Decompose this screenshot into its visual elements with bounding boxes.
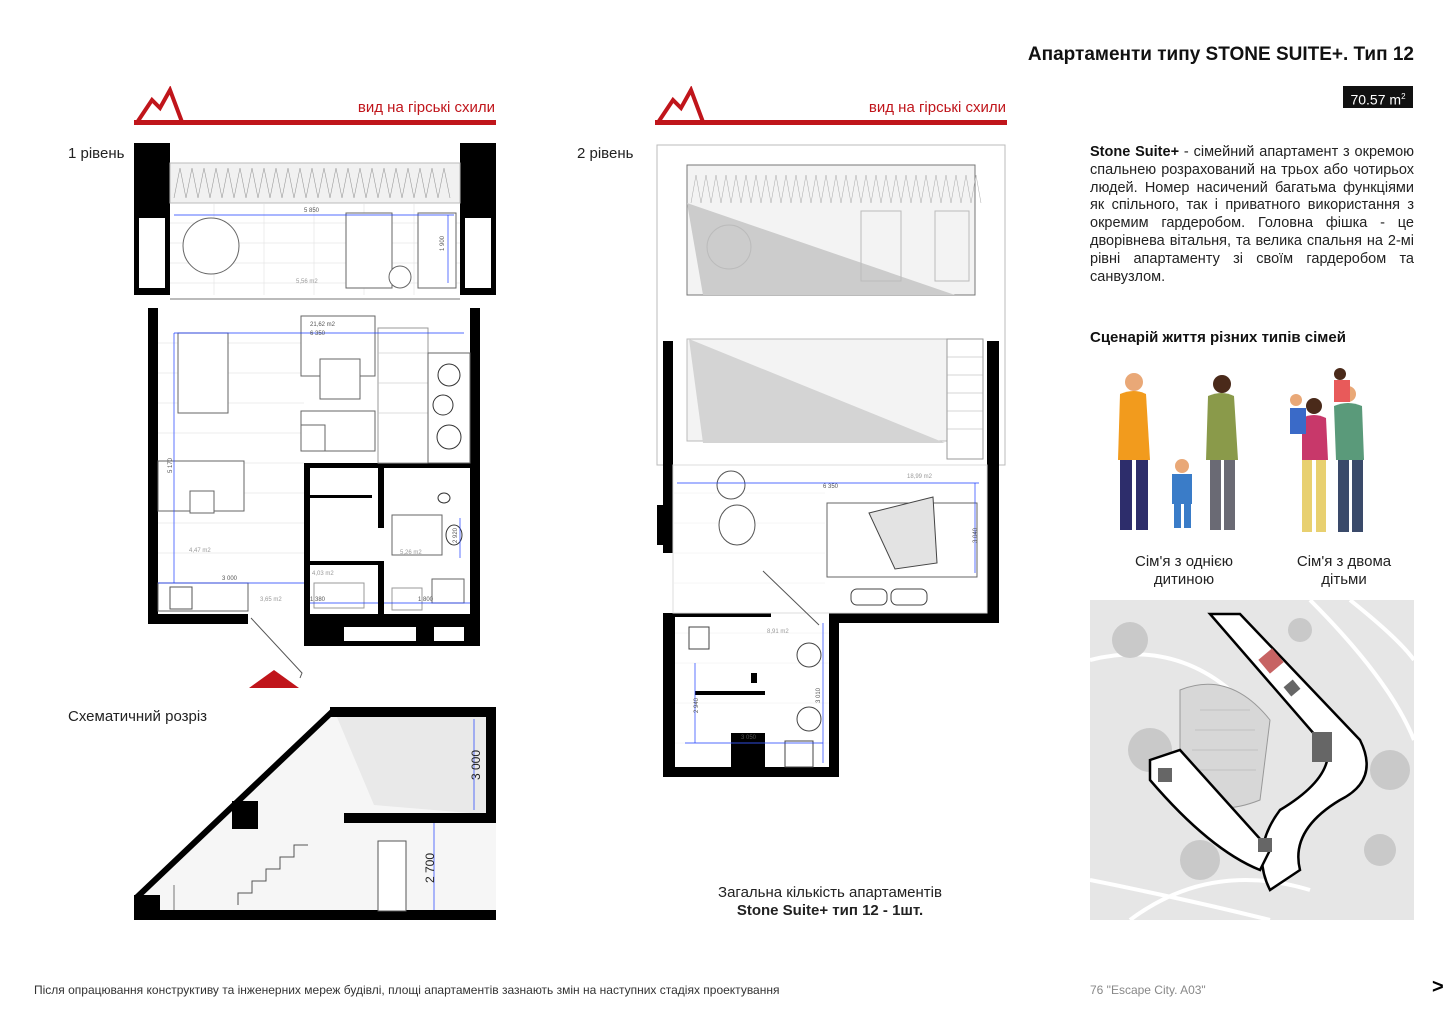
dim-wardrobe-depth: 2 940 <box>694 697 700 713</box>
dim-kitchen-width: 3 000 <box>222 576 238 582</box>
area-value: 70.57 m <box>1350 91 1402 108</box>
terrace <box>134 143 496 299</box>
description <box>1090 144 1414 286</box>
dim-bath2-depth: 3 010 <box>816 687 822 703</box>
scenario-title: Сценарій життя різних типів сімей <box>1090 329 1346 346</box>
floor-plan-level-1 <box>134 143 496 688</box>
area-bath2: 8,91 m2 <box>767 629 789 635</box>
area-bath: 5,26 m2 <box>400 550 422 556</box>
mountain-icon <box>657 90 703 124</box>
dim-living-width: 6 350 <box>310 331 326 337</box>
family-caption-1: Сім'я з однією дитиною <box>1135 553 1233 588</box>
page-number: 76 "Escape City. A03" <box>1090 983 1206 997</box>
area-bedroom: 18,99 m2 <box>907 474 933 480</box>
dim-living-depth: 5 170 <box>168 457 174 473</box>
site-plan-map <box>1090 600 1414 920</box>
area-terrace: 5,56 m2 <box>296 279 318 285</box>
family-illustrations <box>1090 360 1414 544</box>
page-title: Апартаменти типу STONE SUITE+. Тип 12 <box>1027 44 1414 65</box>
view-label-1: вид на гірські схили <box>357 99 495 116</box>
area-living: 21,62 m2 <box>310 322 336 328</box>
brand-name: Stone Suite+ <box>1090 144 1180 160</box>
family-two-children-illustration <box>1290 368 1364 532</box>
section-label: Схематичний розріз <box>68 708 208 725</box>
family-one-child-illustration <box>1118 373 1238 530</box>
mountain-icon <box>136 90 182 124</box>
floor-plan-level-2 <box>655 143 1007 777</box>
total-line-1: Загальна кількість апартаментів <box>718 884 942 901</box>
dim-bath-depth: 2 920 <box>453 527 459 543</box>
footer-note: Після опрацювання конструктиву та інженерних мереж будівлі, площі апартаментів зазнають змін на наступних стадіях проектування <box>34 983 780 997</box>
dim-terrace-width: 5 850 <box>304 208 320 214</box>
apartment-total <box>660 884 1000 920</box>
area-entry: 3,65 m2 <box>260 597 282 603</box>
dim-terrace-depth: 1 900 <box>440 235 446 251</box>
area-unit: 2 <box>1401 92 1406 101</box>
dim-lower-height: 2 700 <box>423 852 437 883</box>
area-hall: 4,03 m2 <box>312 571 334 577</box>
area-kitchen: 4,47 m2 <box>189 548 211 554</box>
dim-bath-width: 1 800 <box>418 597 434 603</box>
dim-bath2-width: 3 050 <box>741 735 757 741</box>
area-badge <box>1343 86 1413 108</box>
dim-upper-height: 3 000 <box>469 749 483 780</box>
schematic-section <box>134 705 496 920</box>
dim-bedroom-depth: 3 040 <box>973 527 979 543</box>
level2-label: 2 рівень <box>577 145 634 162</box>
dim-hall-width: 1 380 <box>310 597 326 603</box>
dim-bedroom-width: 6 350 <box>823 484 839 490</box>
description-text: - сімейний апартамент з окремою спальнею розрахований на трьох або чотирьох людей. Номер насичений багатьма функціями як спільного, так і приватного використання з окремим гардеробом. Головна фішка - це дворівнева вітальня, та велика спальня на 2-мі рівні апартаменту зі своїм гардеробом та санвузлом. <box>1090 144 1415 285</box>
view-label-2: вид на гірські схили <box>868 99 1006 116</box>
level1-label: 1 рівень <box>68 145 125 162</box>
next-page-arrow[interactable]: > <box>1432 976 1444 998</box>
total-line-2: Stone Suite+ тип 12 - 1шт. <box>736 902 924 919</box>
family-caption-2: Сім'я з двома дітьми <box>1296 553 1392 588</box>
